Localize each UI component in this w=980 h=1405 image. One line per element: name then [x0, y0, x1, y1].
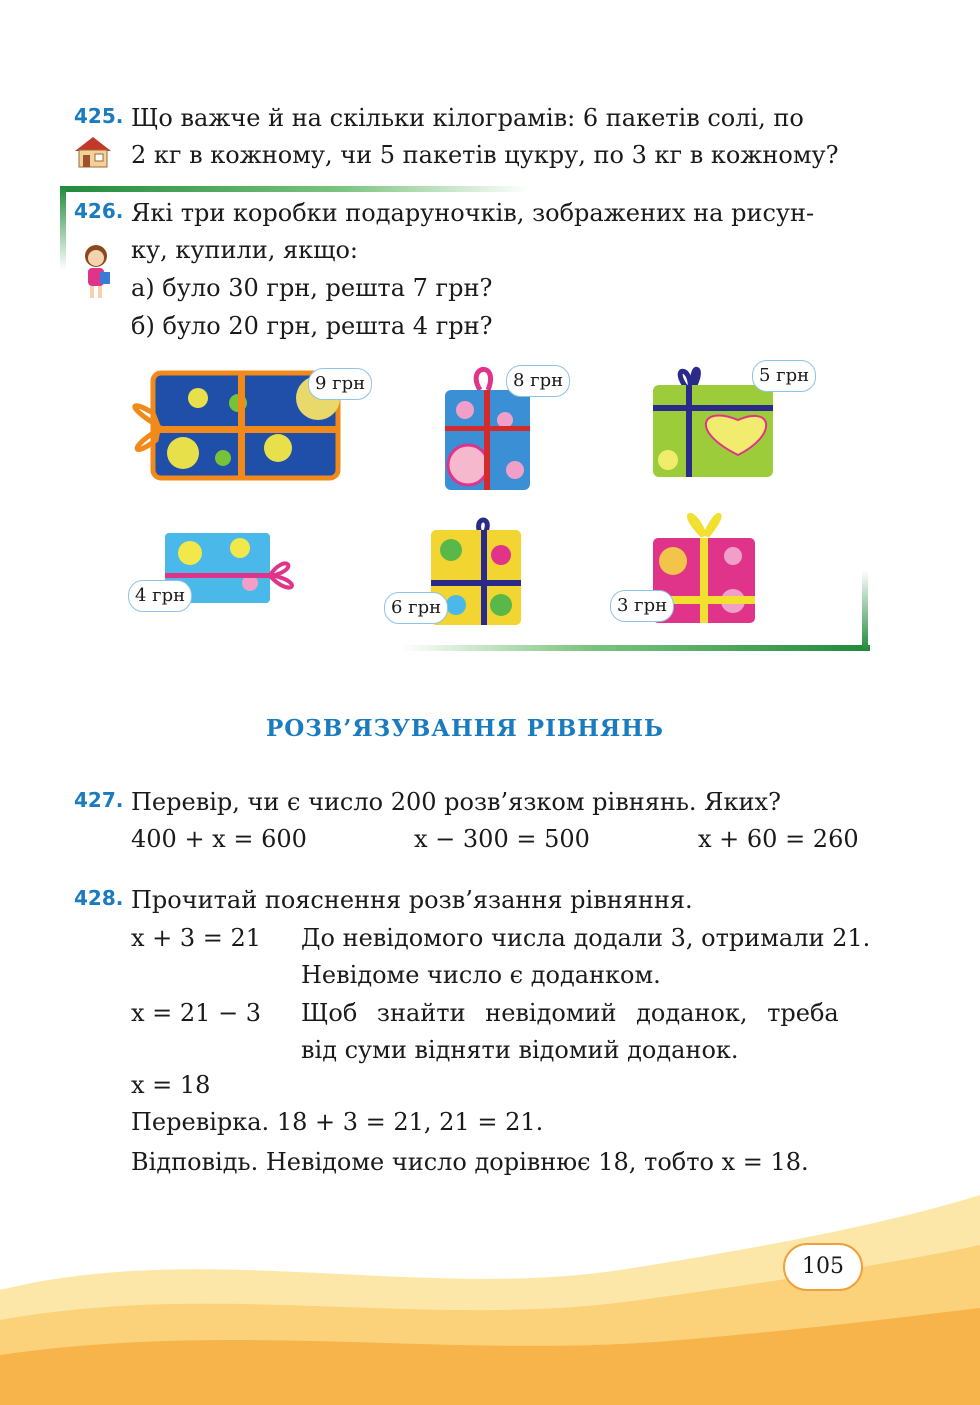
exercise-425-line2: 2 кг в кожному, чи 5 пакетів цукру, по 3 кг в кожному?: [131, 141, 839, 169]
exercise-number-428: 428.: [74, 886, 124, 910]
bottom-wave-decoration: [0, 1180, 980, 1405]
price-tag-1: 9 грн: [308, 368, 372, 400]
page-number: 105: [783, 1243, 863, 1291]
step1-explanation-1: До невідомого числа додали 3, отримали 21.: [301, 924, 871, 952]
answer-line: Відповідь. Невідоме число дорівнює 18, тобто x = 18.: [131, 1148, 809, 1176]
step3-equation: x = 18: [131, 1071, 211, 1099]
price-tag-3: 5 грн: [752, 360, 816, 392]
check-line: Перевірка. 18 + 3 = 21, 21 = 21.: [131, 1108, 544, 1136]
equation-1: 400 + x = 600: [131, 825, 307, 853]
exercise-426-line4: б) було 20 грн, решта 4 грн?: [131, 312, 493, 340]
exercise-number-427: 427.: [74, 788, 124, 812]
price-tag-2: 8 грн: [506, 365, 570, 397]
price-tag-6: 3 грн: [610, 590, 674, 622]
exercise-number-426: 426.: [74, 199, 124, 223]
equation-3: x + 60 = 260: [698, 825, 859, 853]
step2-explanation-1: Щоб знайти невідомий доданок, треба: [301, 999, 839, 1027]
equation-2: x − 300 = 500: [414, 825, 590, 853]
green-rule-top: [60, 186, 530, 192]
step2-explanation-2: від суми відняти відомий доданок.: [301, 1036, 739, 1064]
house-icon: [73, 135, 113, 169]
price-tag-4: 4 грн: [128, 580, 192, 612]
girl-icon: [78, 242, 114, 302]
step1-equation: x + 3 = 21: [131, 924, 262, 952]
step1-explanation-2: Невідоме число є доданком.: [301, 961, 661, 989]
exercise-426-line3: а) було 30 грн, решта 7 грн?: [131, 274, 493, 302]
exercise-426-line2: ку, купили, якщо:: [131, 236, 358, 264]
step2-equation: x = 21 − 3: [131, 999, 262, 1027]
exercise-426-line1: Які три коробки подаруночків, зображених на рисун-: [131, 199, 815, 227]
exercise-427-line1: Перевір, чи є число 200 розв’язком рівнянь. Яких?: [131, 788, 781, 816]
section-title: РОЗВ’ЯЗУВАННЯ РІВНЯНЬ: [265, 715, 665, 742]
exercise-425-line1: Що важче й на скільки кілограмів: 6 пакетів солі, по: [131, 104, 804, 132]
green-rule-bottom-vertical: [862, 570, 868, 651]
exercise-428-line1: Прочитай пояснення розв’язання рівняння.: [131, 886, 693, 914]
exercise-number-425: 425.: [74, 104, 124, 128]
green-rule-top-vertical: [60, 186, 66, 270]
price-tag-5: 6 грн: [384, 592, 448, 624]
green-rule-bottom: [400, 645, 870, 651]
